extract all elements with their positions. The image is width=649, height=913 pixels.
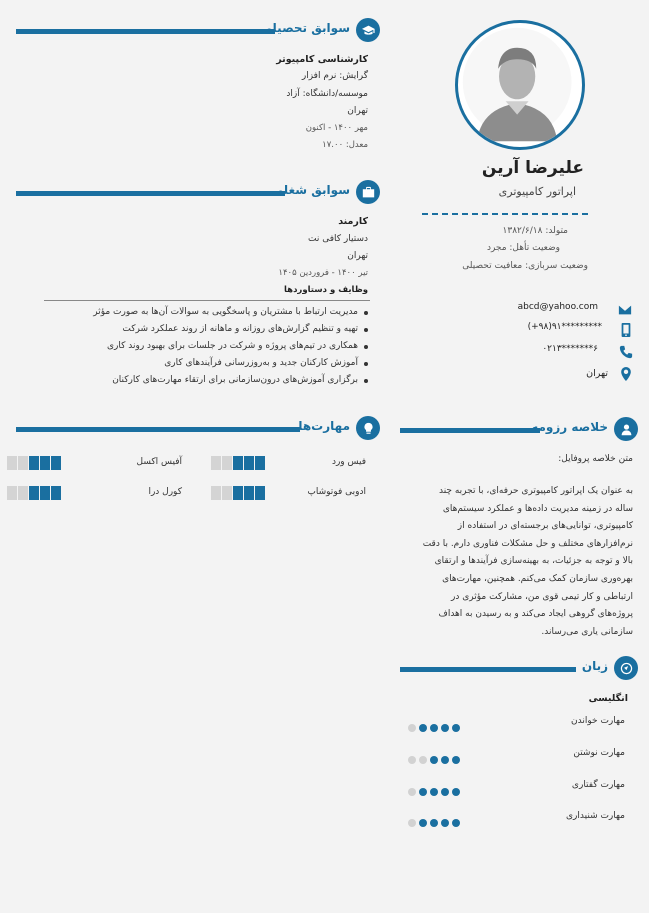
language-skill-row <box>405 748 629 760</box>
skill-level-bar <box>6 485 61 504</box>
work-position: کارمند <box>338 216 368 227</box>
summary-intro: متن خلاصه پروفایل: <box>558 454 633 464</box>
profile-birth: متولد: ۱۳۸۲/۶/۱۸ <box>502 226 568 236</box>
work-duties-title: وظایف و دستاوردها <box>283 285 368 295</box>
language-skill-row <box>405 811 629 823</box>
skill-row <box>6 485 186 501</box>
work-period: تیر ۱۴۰۰ - فروردین ۱۴۰۵ <box>278 268 368 278</box>
profile-name: علیرضا آرین <box>481 158 584 178</box>
education-heading-icon <box>356 18 380 42</box>
profile-military: وضعیت سربازی: معافیت تحصیلی <box>462 261 588 271</box>
work-duty-item: همکاری در تیم‌های پروژه و شرکت در جلسات برای بهبود روند کاری <box>40 341 370 358</box>
work-company: دستیار کافی نت <box>308 234 368 244</box>
profile-divider <box>422 213 588 215</box>
summary-line: ساله در زمینه مدیریت داده‌ها و عملکرد سیستم‌های <box>442 503 633 514</box>
lightbulb-icon <box>362 422 375 435</box>
contact-city-icon <box>619 366 633 385</box>
summary-line: کامپیوتری، توانایی‌های برجسته‌ای در استفاده از <box>457 521 633 532</box>
language-skill-row <box>405 780 629 792</box>
skill-row <box>210 485 370 501</box>
summary-line: پروژه‌های گروهی ایجاد می‌کند و به رسیدن به اهداف <box>438 609 633 620</box>
skill-name: ادوبی فوتوشاپ <box>307 487 366 497</box>
skills-heading-title: مهارت‌ها <box>298 419 350 433</box>
contact-city: تهران <box>586 368 608 379</box>
language-skill-dots <box>405 781 460 800</box>
language-skill-name: مهارت خواندن <box>571 716 625 726</box>
language-skill-name: مهارت شنیداری <box>566 811 625 821</box>
work-city: تهران <box>347 251 368 261</box>
work-duties-list <box>40 307 370 392</box>
contact-email[interactable]: abcd@yahoo.com <box>517 302 598 312</box>
education-heading-title: سوابق تحصیلی <box>260 21 350 35</box>
contact-mobile-icon <box>619 322 633 341</box>
education-city: تهران <box>347 106 368 116</box>
summary-heading-icon <box>614 417 638 441</box>
summary-line: نرم‌افزارهای مختلف و حل مشکلات فناوری دارم. با دقت <box>422 538 633 549</box>
contact-phone-icon <box>619 344 633 363</box>
work-duty-item: آموزش کارکنان جدید و به‌روزرسانی فرآیندهای کاری <box>40 358 370 375</box>
language-name: انگلیسی <box>588 693 628 704</box>
profile-marital: وضعیت تأهل: مجرد <box>486 243 560 253</box>
summary-line: به عنوان یک اپراتور کامپیوتری حرفه‌ای، با تجربه چند <box>438 486 633 496</box>
globe-icon <box>620 662 633 675</box>
skill-name: فیس ورد <box>331 457 366 467</box>
work-duties-divider <box>44 300 370 301</box>
skill-name: آفیس اکسل <box>136 457 182 467</box>
education-gpa: معدل: ۱۷.۰۰ <box>322 140 368 150</box>
language-heading <box>400 656 638 682</box>
work-duty-item: برگزاری آموزش‌های درون‌سازمانی برای ارتقاء مهارت‌های کارکنان <box>40 375 370 392</box>
contact-mobile[interactable]: (+۹۸)۹۱********* <box>527 322 602 332</box>
skills-heading <box>16 416 380 442</box>
summary-line: بهره‌وری سازمان کمک می‌کنم. همچنین، مهارت‌های <box>442 573 633 584</box>
language-skill-dots <box>405 749 460 768</box>
summary-heading-bar <box>400 428 540 433</box>
skill-row <box>210 455 370 471</box>
mobile-icon <box>619 323 633 337</box>
education-major: گرایش: نرم افزار <box>301 71 368 81</box>
user-icon <box>620 423 633 436</box>
language-skill-name: مهارت گفتاری <box>571 780 625 790</box>
education-period: مهر ۱۴۰۰ - اکنون <box>305 123 368 133</box>
skill-level-bar <box>6 455 61 474</box>
language-skill-dots <box>405 812 460 831</box>
avatar-icon <box>458 23 582 147</box>
education-degree: کارشناسی کامپیوتر <box>276 54 368 65</box>
language-skill-name: مهارت نوشتن <box>573 748 625 758</box>
summary-text <box>398 486 633 644</box>
language-heading-title: زبان <box>581 659 608 673</box>
work-heading-bar <box>16 191 285 196</box>
language-heading-bar <box>400 667 576 672</box>
summary-line: سازمانی یاری می‌رساند. <box>541 626 633 637</box>
language-skill-row <box>405 716 629 728</box>
education-heading <box>16 18 380 44</box>
work-heading <box>16 180 380 206</box>
skill-name: کورل درا <box>148 487 182 497</box>
language-heading-icon <box>614 656 638 680</box>
language-skill-dots <box>405 717 460 736</box>
work-heading-icon <box>356 180 380 204</box>
summary-heading <box>400 417 638 443</box>
profile-job-title: اپراتور کامپیوتری <box>498 185 576 198</box>
summary-line: ارتباطی و کار تیمی قوی من، مشارکت مؤثری در <box>451 591 633 602</box>
profile-photo <box>455 20 585 150</box>
work-duty-item: تهیه و تنظیم گزارش‌های روزانه و ماهانه از روند عملکرد شرکت <box>40 324 370 341</box>
work-heading-title: سوابق شغلی <box>271 183 350 197</box>
skill-level-bar <box>210 485 265 504</box>
contact-phone[interactable]: ۰۲۱۳*******۶ <box>542 344 598 354</box>
graduation-cap-icon <box>362 24 375 37</box>
skills-heading-bar <box>16 427 300 432</box>
phone-icon <box>619 345 633 359</box>
briefcase-icon <box>362 186 375 199</box>
skills-heading-icon <box>356 416 380 440</box>
contact-email-icon <box>618 302 632 321</box>
summary-heading-title: خلاصه رزومه <box>531 420 608 434</box>
education-institute: موسسه/دانشگاه: آزاد <box>286 89 368 99</box>
education-heading-bar <box>16 29 275 34</box>
envelope-icon <box>618 303 632 317</box>
summary-line: بالا و توجه به جزئیات، به بهینه‌سازی فرآیندها و ارتقای <box>434 556 633 567</box>
work-duty-item: مدیریت ارتباط با مشتریان و پاسخگویی به سوالات آن‌ها به صورت مؤثر <box>40 307 370 324</box>
map-pin-icon <box>619 367 633 381</box>
skill-row <box>6 455 186 471</box>
skill-level-bar <box>210 455 265 474</box>
